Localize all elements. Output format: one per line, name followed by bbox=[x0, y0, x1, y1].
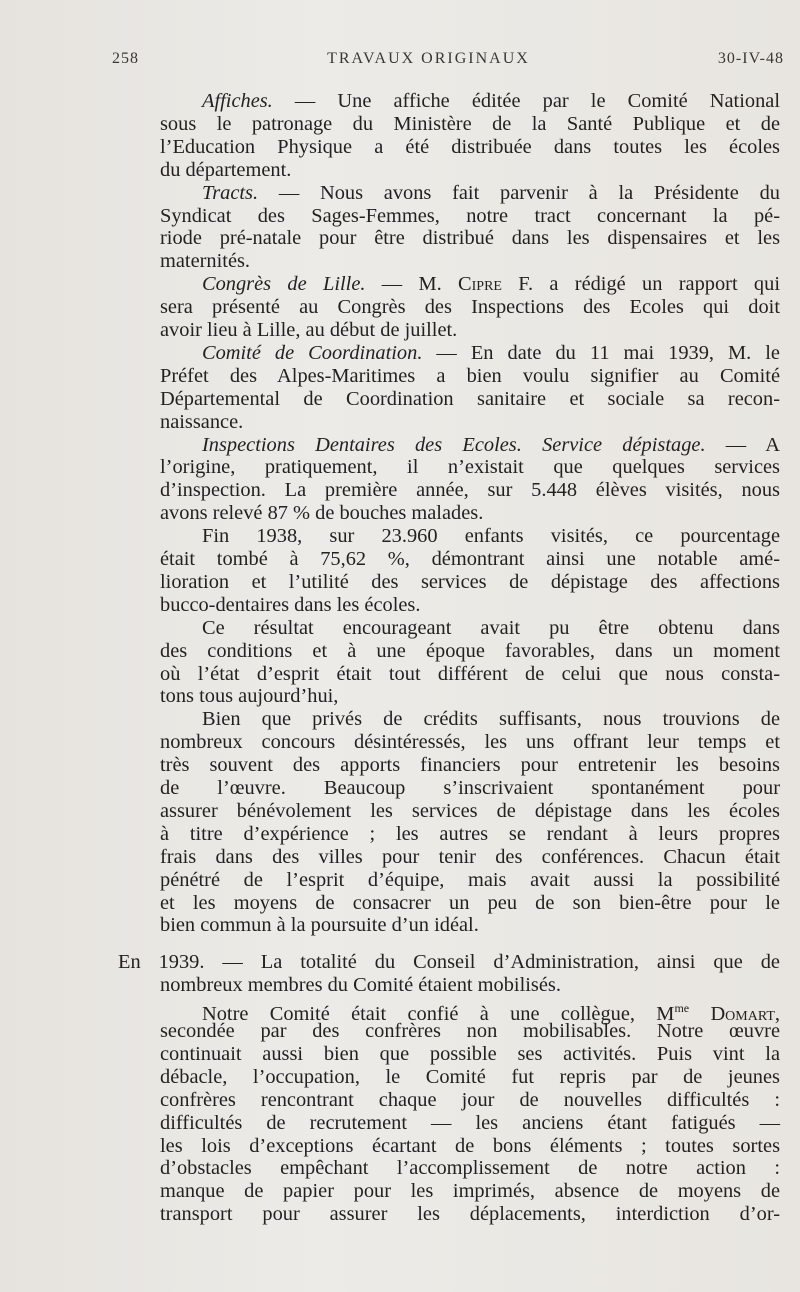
text-line bbox=[160, 319, 457, 342]
text-run: à titre d’expérience ; les autres se rendant à leurs propres bbox=[160, 822, 780, 845]
text-run: frais dans des villes pour tenir des conférences. Chacun était bbox=[160, 845, 780, 868]
text-line bbox=[160, 136, 780, 159]
text-run: Départemental de Coordination sanitaire et sociale sa recon- bbox=[160, 387, 780, 410]
text-line bbox=[202, 273, 780, 296]
text-run: Cipre bbox=[458, 273, 502, 296]
text-line bbox=[118, 951, 780, 974]
text-run: assurer bénévolement les services de dépistage dans les écoles bbox=[160, 799, 780, 822]
text-line bbox=[202, 434, 780, 457]
text-run: était tombé à 75,62 %, démontrant ainsi une notable amé- bbox=[160, 548, 780, 570]
text-run: continuait aussi bien que possible ses activités. Puis vint la bbox=[160, 1042, 780, 1065]
text-line bbox=[160, 640, 780, 663]
text-line bbox=[160, 800, 780, 823]
text-line bbox=[160, 685, 338, 708]
text-run: d’inspection. La première année, sur 5.448 élèves visités, nous bbox=[160, 479, 780, 502]
text-line bbox=[160, 974, 561, 997]
text-run: du département. bbox=[160, 158, 292, 181]
text-run: — A bbox=[705, 433, 780, 456]
text-run: Domart bbox=[710, 1002, 775, 1025]
text-line bbox=[160, 1203, 780, 1226]
text-line bbox=[160, 754, 780, 777]
text-line bbox=[160, 1112, 780, 1135]
text-line bbox=[160, 1043, 780, 1066]
text-run: tons tous aujourd’hui, bbox=[160, 685, 339, 708]
text-line bbox=[160, 1157, 780, 1180]
page-number: 258 bbox=[112, 50, 139, 67]
text-run: bien commun à la poursuite d’un idéal. bbox=[160, 914, 479, 937]
text-line bbox=[160, 456, 780, 479]
text-run: — Une affiche éditée par le Comité National bbox=[272, 90, 780, 112]
text-line bbox=[160, 250, 250, 273]
text-line bbox=[160, 113, 780, 136]
text-line bbox=[160, 663, 780, 686]
text-run: secondée par des confrères non mobilisables. Notre œuvre bbox=[160, 1020, 780, 1042]
text-run: bucco-dentaires dans les écoles. bbox=[160, 593, 421, 616]
text-run: me bbox=[674, 1001, 690, 1016]
text-line bbox=[160, 479, 780, 502]
text-run: En 1939. — La totalité du Conseil d’Administration, ainsi que de bbox=[118, 951, 780, 974]
text-line bbox=[160, 411, 243, 434]
text-run: l’Education Physique a été distribuée dans toutes les écoles bbox=[160, 135, 780, 158]
text-line bbox=[202, 182, 780, 205]
text-line bbox=[160, 914, 479, 937]
text-run: , bbox=[774, 1002, 780, 1025]
text-run: manque de papier pour les imprimés, absence de moyens de bbox=[160, 1180, 780, 1203]
running-header bbox=[112, 50, 784, 68]
text-line bbox=[160, 159, 291, 182]
text-line bbox=[160, 571, 780, 594]
text-run: nombreux membres du Comité étaient mobilisés. bbox=[160, 974, 561, 997]
text-run: — M. bbox=[365, 273, 459, 296]
text-run: Inspections Dentaires des Ecoles. Service dépistage. bbox=[202, 433, 706, 456]
text-line bbox=[160, 1180, 780, 1203]
text-run: des conditions et à une époque favorables, dans un moment bbox=[160, 639, 780, 662]
text-run: avoir lieu à Lille, au début de juillet. bbox=[160, 319, 458, 341]
text-run: les lois d’exceptions écartant de bons éléments ; toutes sortes bbox=[160, 1134, 780, 1157]
text-line bbox=[160, 365, 780, 388]
text-line bbox=[160, 892, 780, 915]
text-line bbox=[160, 388, 780, 411]
text-run: et les moyens de consacrer un peu de son bien-être pour le bbox=[160, 891, 780, 914]
text-run: F. a rédigé un rapport qui bbox=[501, 273, 780, 296]
text-line bbox=[160, 731, 780, 754]
text-line bbox=[202, 90, 780, 113]
text-line bbox=[160, 777, 780, 800]
text-run: transport pour assurer les déplacements, interdiction d’or- bbox=[160, 1203, 780, 1226]
text-run: Ce résultat encourageant avait pu être obtenu dans bbox=[202, 616, 780, 639]
text-line bbox=[160, 1089, 780, 1112]
text-line bbox=[160, 594, 420, 617]
text-line bbox=[160, 227, 780, 250]
text-run: naissance. bbox=[160, 410, 244, 433]
text-run: difficultés de recrutement — les anciens étant fatigués — bbox=[160, 1111, 780, 1134]
text-run: Tracts. bbox=[202, 181, 259, 204]
issue-date: 30-IV-48 bbox=[717, 50, 784, 67]
text-line bbox=[202, 708, 780, 731]
text-run: où l’état d’esprit était tout différent de celui que nous consta- bbox=[160, 662, 780, 685]
text-run: Affiches. bbox=[202, 90, 273, 112]
text-run: Notre Comité était confié à une collègue, M bbox=[202, 1002, 675, 1025]
text-line bbox=[202, 525, 780, 548]
text-run: riode pré-natale pour être distribué dans les dispensaires et les bbox=[160, 227, 780, 250]
text-line bbox=[160, 823, 780, 846]
text-run: d’obstacles empêchant l’accomplissement de notre action : bbox=[160, 1157, 780, 1180]
text-line bbox=[160, 869, 780, 892]
text-run: nombreux concours désintéressés, les uns offrant leur temps et bbox=[160, 731, 780, 754]
text-run: pénétré de l’esprit d’équipe, mais avait aussi la possibilité bbox=[160, 868, 780, 891]
text-line bbox=[160, 548, 780, 571]
text-run: avons relevé 87 % de bouches malades. bbox=[160, 502, 484, 525]
text-run: l’origine, pratiquement, il n’existait que quelques services bbox=[160, 456, 780, 479]
text-run: lioration et l’utilité des services de dépistage des affections bbox=[160, 570, 780, 593]
text-run: sera présenté au Congrès des Inspections des Ecoles qui doit bbox=[160, 296, 780, 319]
text-line bbox=[160, 502, 483, 525]
text-line bbox=[202, 617, 780, 640]
text-run: Syndicat des Sages-Femmes, notre tract concernant la pé- bbox=[160, 204, 780, 227]
text-line bbox=[160, 205, 780, 228]
text-run: Bien que privés de crédits suffisants, nous trouvions de bbox=[202, 708, 780, 731]
text-run: très souvent des apports financiers pour entretenir les besoins bbox=[160, 754, 780, 777]
text-line bbox=[202, 342, 780, 365]
text-run: — En date du 11 mai 1939, M. le bbox=[422, 341, 780, 364]
text-run: Préfet des Alpes-Maritimes a bien voulu signifier au Comité bbox=[160, 364, 780, 387]
text-run: maternités. bbox=[160, 250, 251, 273]
text-line bbox=[160, 846, 780, 869]
text-line bbox=[160, 1020, 780, 1043]
text-run: sous le patronage du Ministère de la Santé Publique et de bbox=[160, 112, 780, 135]
text-run: Fin 1938, sur 23.960 enfants visités, ce pourcentage bbox=[202, 525, 780, 548]
text-line bbox=[160, 1066, 780, 1089]
text-run: Congrès de Lille. bbox=[202, 273, 366, 296]
text-line bbox=[160, 296, 780, 319]
text-run: de l’œuvre. Beaucoup s’inscrivaient spontanément pour bbox=[160, 777, 780, 799]
text-run: — Nous avons fait parvenir à la Présidente du bbox=[258, 181, 780, 204]
text-run: confrères rencontrant chaque jour de nouvelles difficultés : bbox=[160, 1088, 780, 1111]
text-run: Comité de Coordination. bbox=[202, 341, 423, 364]
running-title: TRAVAUX ORIGINAUX bbox=[327, 50, 530, 67]
text-line bbox=[160, 1135, 780, 1158]
text-run: débacle, l’occupation, le Comité fut repris par de jeunes bbox=[160, 1065, 780, 1088]
